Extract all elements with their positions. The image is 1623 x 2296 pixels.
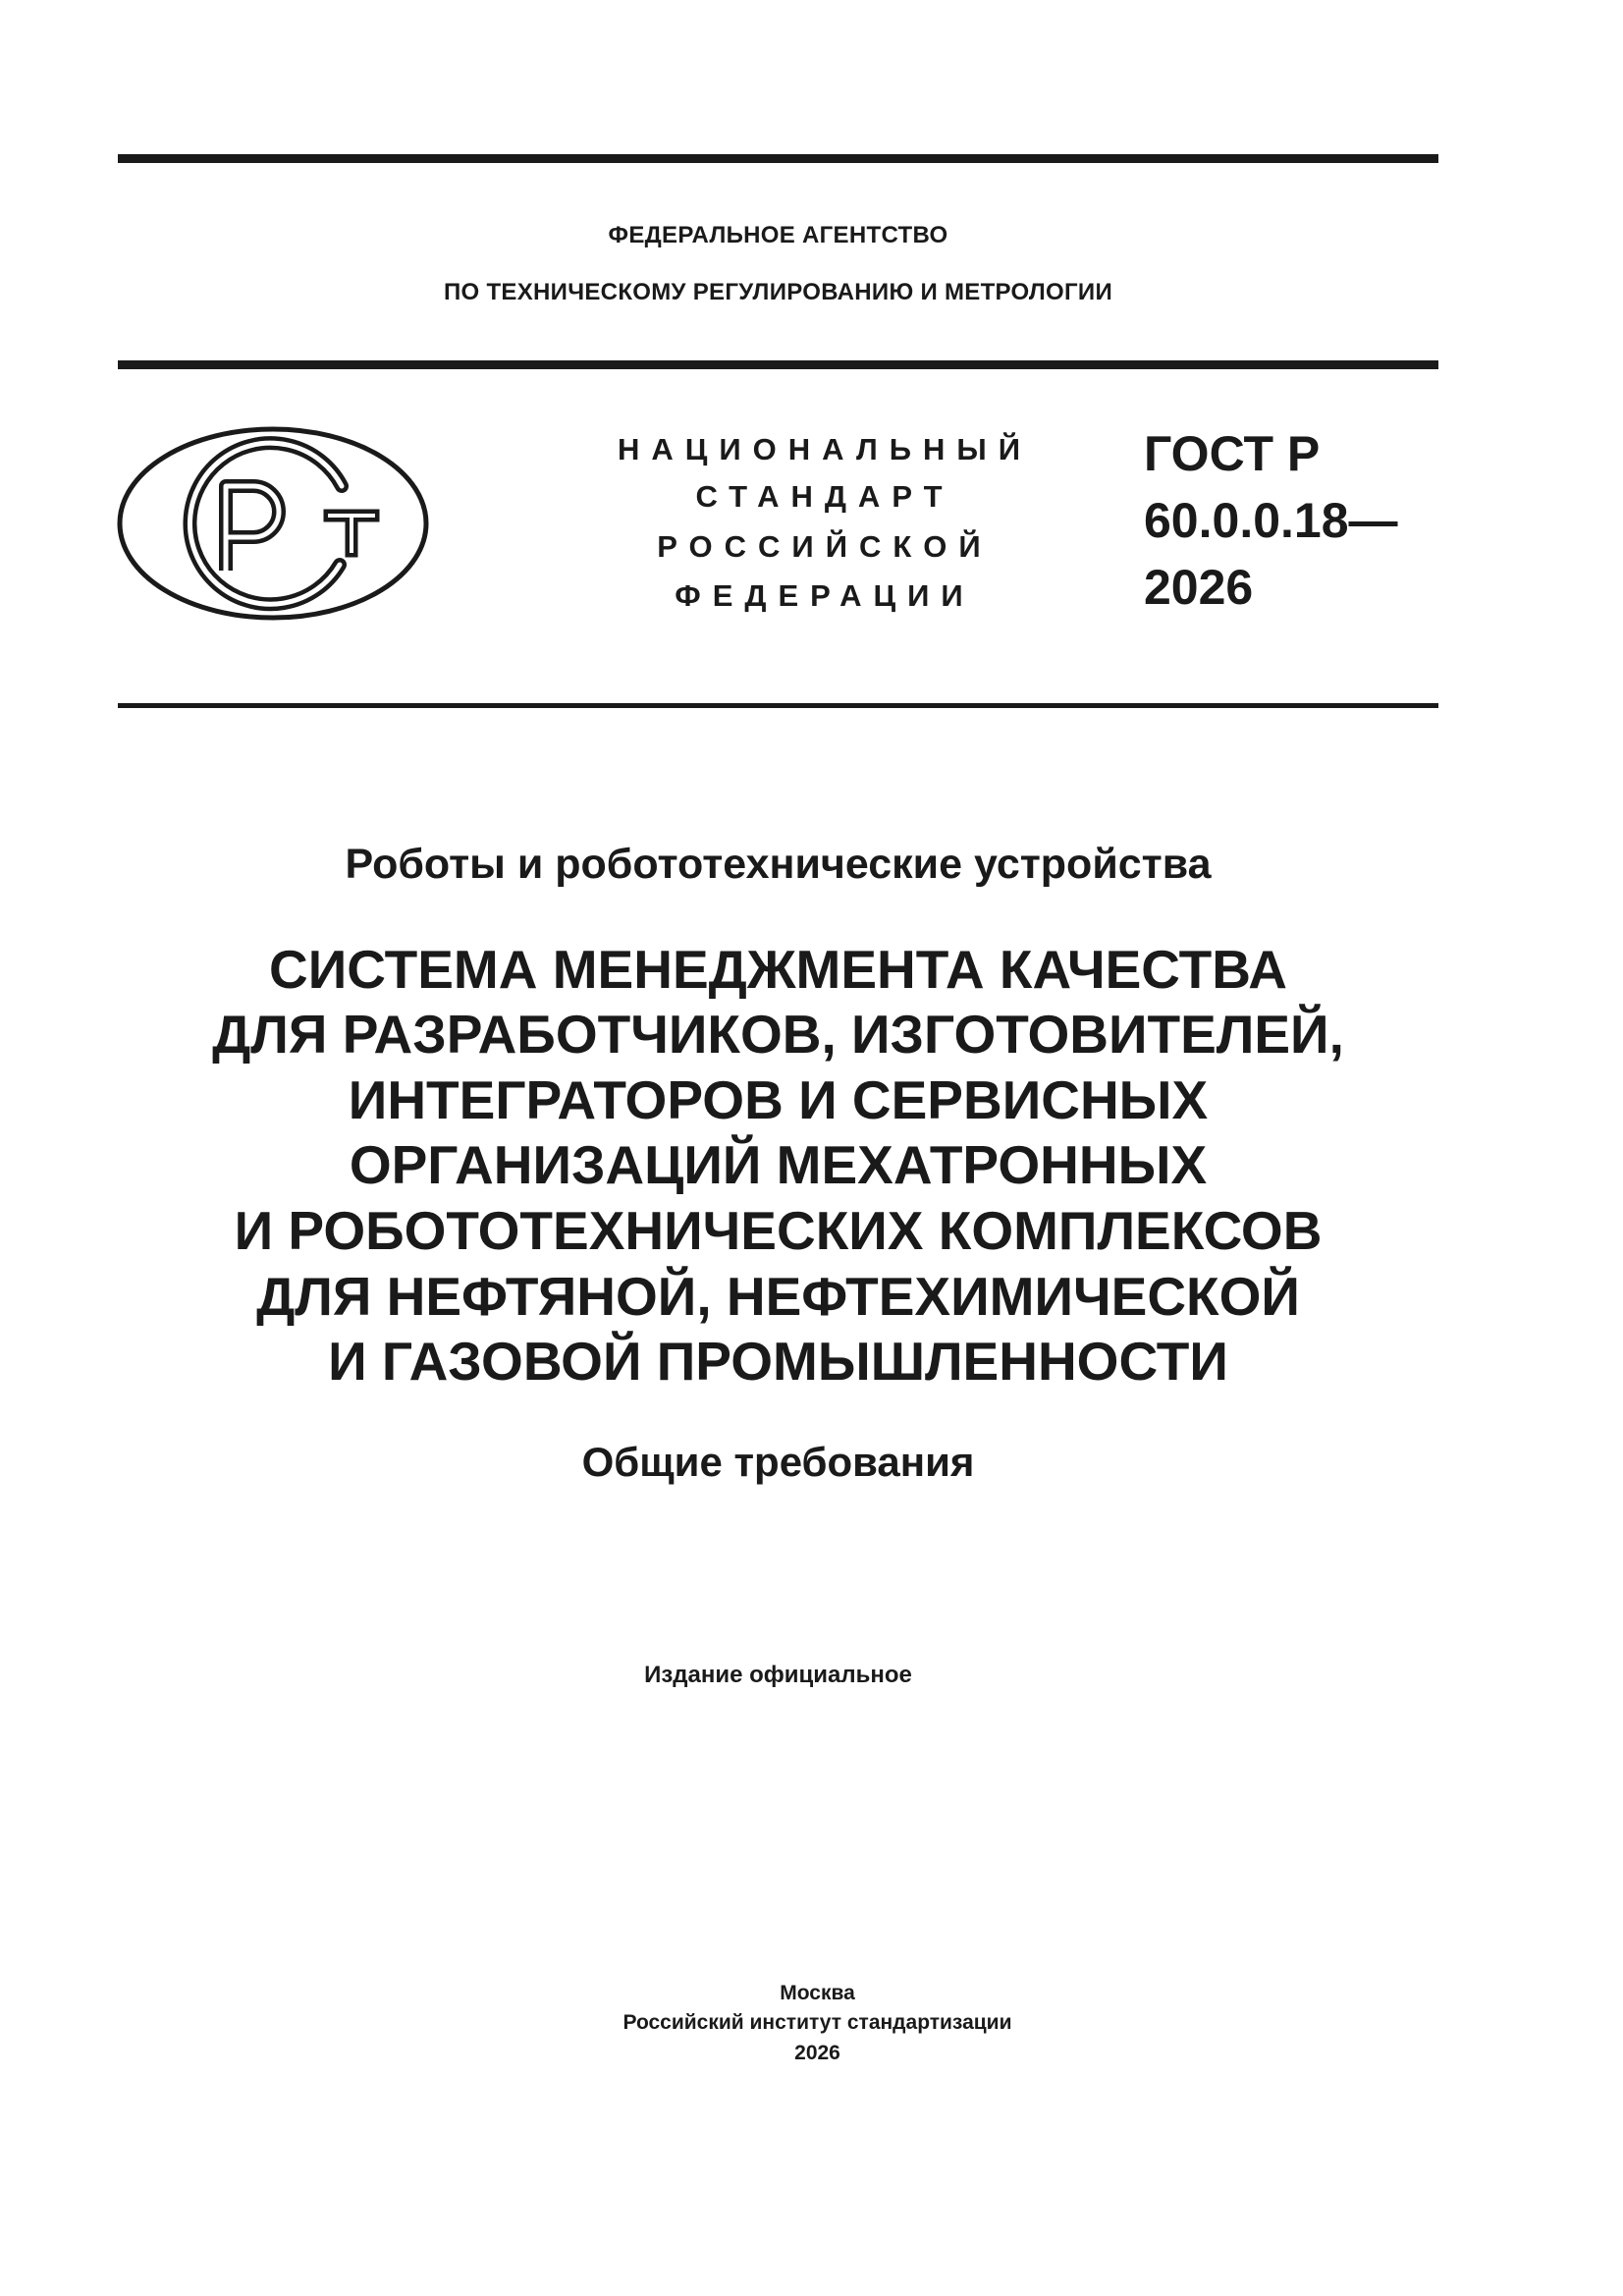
national-standard-line-3: РОССИЙСКОЙ xyxy=(657,529,993,564)
edition-note: Издание официальное xyxy=(644,1662,912,1688)
standard-title-line-3: ИНТЕГРАТОРОВ И СЕРВИСНЫХ xyxy=(348,1069,1209,1130)
standard-title-line-1: СИСТЕМА МЕНЕДЖМЕНТА КАЧЕСТВА xyxy=(269,939,1287,1000)
top-divider xyxy=(118,154,1438,163)
standard-designation-line-3: 2026 xyxy=(1144,560,1254,615)
designation-divider xyxy=(118,703,1438,708)
imprint-year: 2026 xyxy=(794,2042,840,2064)
rst-certification-mark-icon xyxy=(116,425,430,622)
standard-designation-line-1: ГОСТ Р xyxy=(1144,426,1321,481)
imprint-publisher: Российский институт стандартизации xyxy=(622,2011,1012,2034)
standard-designation-line-2: 60.0.0.18— xyxy=(1144,493,1398,548)
standard-title-line-4: ОРГАНИЗАЦИЙ МЕХАТРОННЫХ xyxy=(349,1134,1208,1195)
header-divider xyxy=(118,360,1438,369)
standard-title-line-5: И РОБОТОТЕХНИЧЕСКИХ КОМПЛЕКСОВ xyxy=(234,1200,1323,1261)
imprint-city: Москва xyxy=(780,1982,855,2004)
standard-title-line-2: ДЛЯ РАЗРАБОТЧИКОВ, ИЗГОТОВИТЕЛЕЙ, xyxy=(212,1004,1344,1065)
standard-title-line-6: ДЛЯ НЕФТЯНОЙ, НЕФТЕХИМИЧЕСКОЙ xyxy=(256,1266,1300,1327)
standard-title-line-7: И ГАЗОВОЙ ПРОМЫШЛЕННОСТИ xyxy=(328,1331,1228,1392)
national-standard-line-1: НАЦИОНАЛЬНЫЙ xyxy=(617,432,1033,466)
agency-name-line-1: ФЕДЕРАЛЬНОЕ АГЕНТСТВО xyxy=(608,222,948,248)
national-standard-line-4: ФЕДЕРАЦИИ xyxy=(675,578,975,613)
agency-name-line-2: ПО ТЕХНИЧЕСКОМУ РЕГУЛИРОВАНИЮ И МЕТРОЛОГИИ xyxy=(443,279,1113,305)
standard-subtitle: Общие требования xyxy=(581,1439,975,1485)
standard-subject: Роботы и робототехнические устройства xyxy=(345,841,1212,888)
national-standard-line-2: СТАНДАРТ xyxy=(695,479,954,514)
